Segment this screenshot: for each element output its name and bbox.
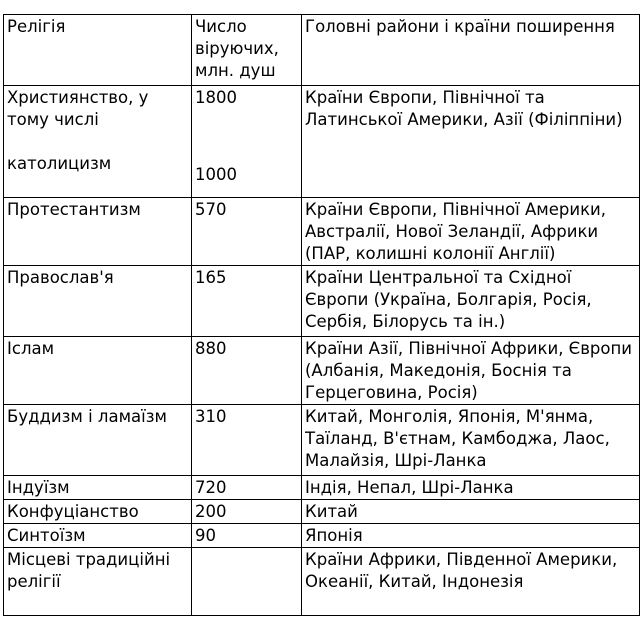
religion-cell: Іслам <box>4 337 192 405</box>
religion-name: Християнство, у тому числі <box>7 88 149 129</box>
regions-cell: Індія, Непал, Шрі-Ланка <box>302 476 640 500</box>
religion-cell: Протестантизм <box>4 198 192 266</box>
believers-cell: 90 <box>192 524 302 548</box>
religion-cell: Православ'я <box>4 266 192 337</box>
religion-cell: Синтоїзм <box>4 524 192 548</box>
believers-cell: 720 <box>192 476 302 500</box>
believers-cell: 165 <box>192 266 302 337</box>
table-row <box>4 476 640 500</box>
regions-cell: Країни Азії, Північної Африки, Європи (Албанія, Македонія, Боснія та Герцеговина, Росія) <box>302 337 640 405</box>
religion-cell <box>4 86 192 198</box>
believers-cell: 310 <box>192 405 302 476</box>
regions-cell: Японія <box>302 524 640 548</box>
believers-cell: 880 <box>192 337 302 405</box>
table-row <box>4 524 640 548</box>
religion-cell: Конфуціанство <box>4 500 192 524</box>
believers-subvalue: 1000 <box>195 165 237 184</box>
regions-cell: Країни Європи, Північної та Латинської Америки, Азії (Філіппіни) <box>302 86 640 198</box>
table-row <box>4 337 640 405</box>
table-row <box>4 198 640 266</box>
table-row <box>4 405 640 476</box>
header-believers: Число віруючих, млн. душ <box>192 15 302 86</box>
religion-cell: Місцеві традиційні релігії <box>4 548 192 616</box>
table-row <box>4 266 640 337</box>
table-row <box>4 548 640 616</box>
header-regions: Головні райони і країни поширення <box>302 15 640 86</box>
religion-cell: Буддизм і ламаїзм <box>4 405 192 476</box>
table-header-row <box>4 15 640 86</box>
regions-cell: Країни Центральної та Східної Європи (Україна, Болгарія, Росія, Сербія, Білорусь та ін.) <box>302 266 640 337</box>
regions-cell: Китай, Монголія, Японія, М'янма, Таїланд, В'єтнам, Камбоджа, Лаос, Малайзія, Шрі-Ланка <box>302 405 640 476</box>
believers-cell: 570 <box>192 198 302 266</box>
believers-cell <box>192 86 302 198</box>
religions-table <box>3 14 640 616</box>
regions-cell: Країни Африки, Південної Америки, Океанії, Китай, Індонезія <box>302 548 640 616</box>
table-row <box>4 86 640 198</box>
believers-value: 1800 <box>195 88 237 107</box>
header-religion: Релігія <box>4 15 192 86</box>
table-row <box>4 500 640 524</box>
believers-cell: 200 <box>192 500 302 524</box>
religion-cell: Індуїзм <box>4 476 192 500</box>
regions-cell: Країни Європи, Північної Америки, Австралії, Нової Зеландії, Африки (ПАР, колишні колонії Англії) <box>302 198 640 266</box>
believers-cell <box>192 548 302 616</box>
religion-subname: католицизм <box>7 154 112 173</box>
regions-cell: Китай <box>302 500 640 524</box>
